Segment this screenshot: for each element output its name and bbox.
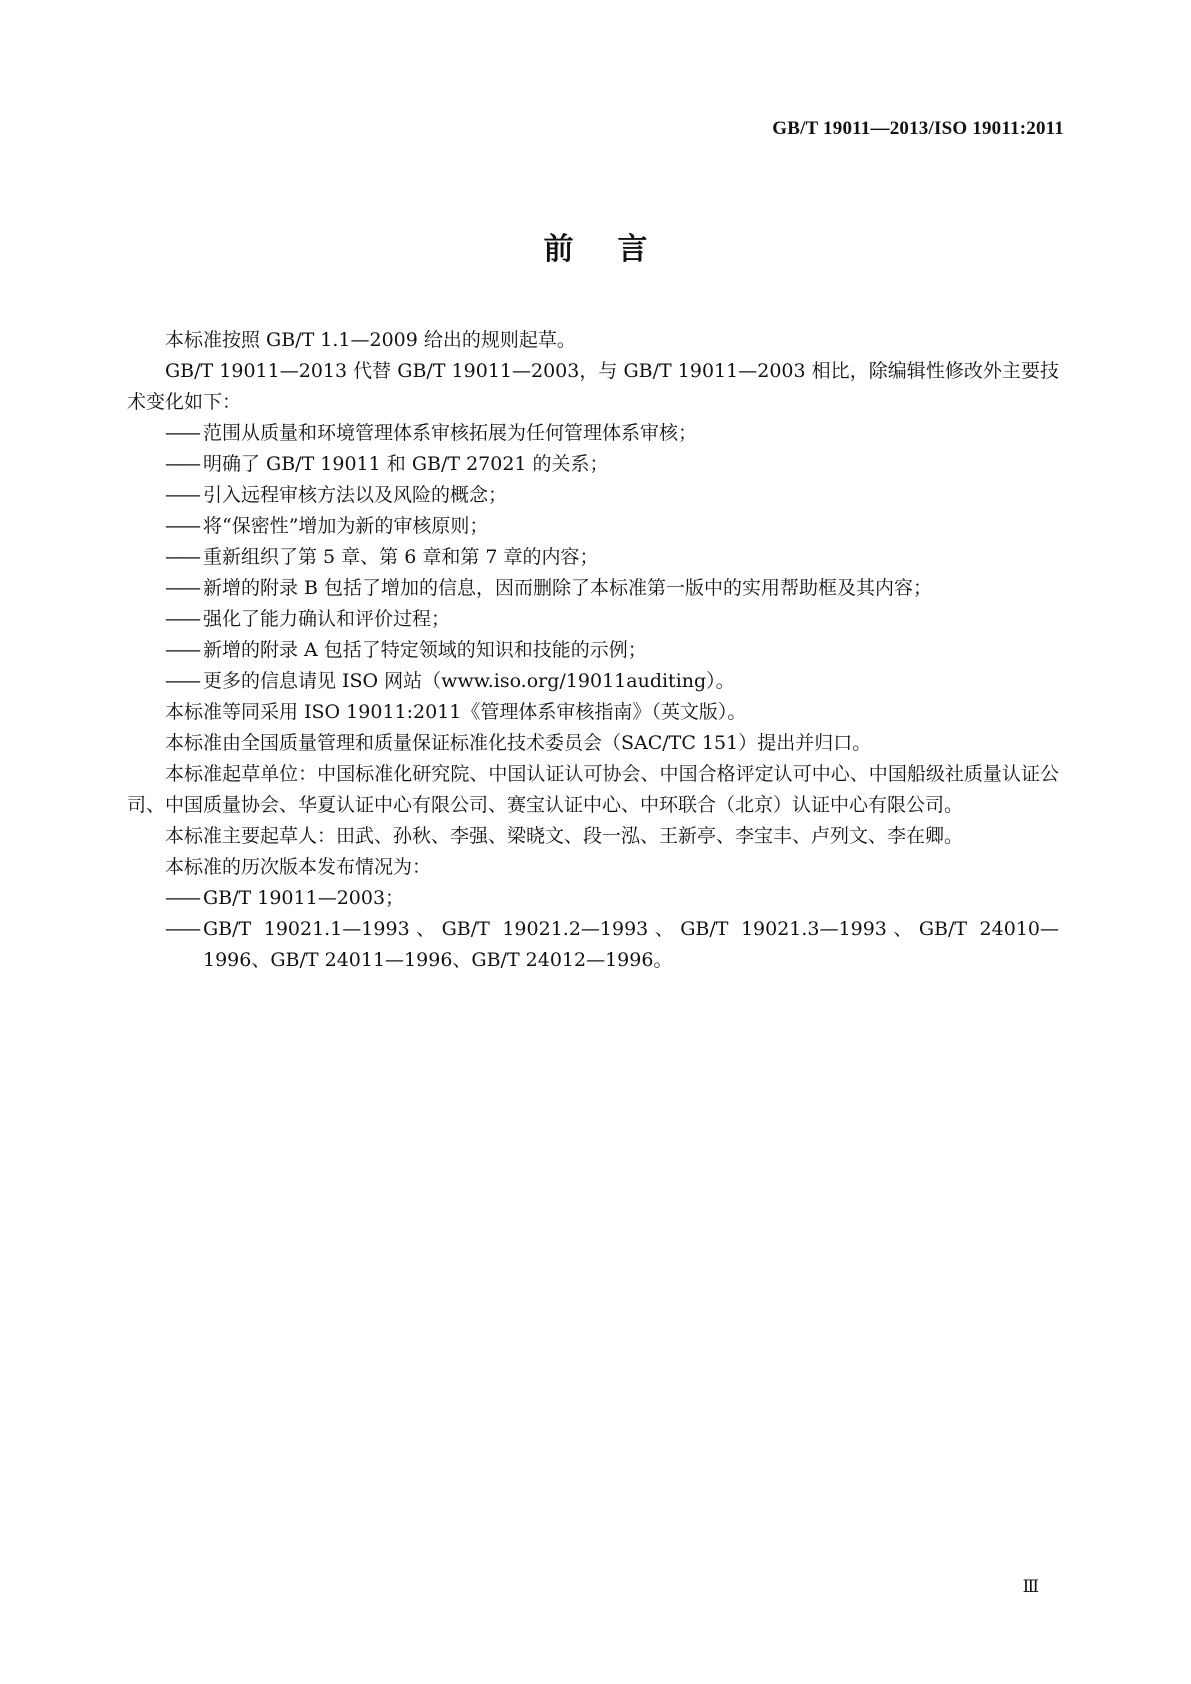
list-item-text: 新增的附录 A 包括了特定领域的知识和技能的示例； xyxy=(203,639,647,661)
dash-marker: —— xyxy=(165,608,199,630)
dash-marker: —— xyxy=(165,453,199,475)
list-item xyxy=(127,480,1059,511)
dash-marker: —— xyxy=(165,887,199,909)
list-item xyxy=(127,418,1059,449)
dash-marker: —— xyxy=(165,918,199,940)
changes-list xyxy=(127,418,1059,697)
list-item xyxy=(127,635,1059,666)
dash-marker: —— xyxy=(165,577,199,599)
list-item-text: 新增的附录 B 包括了增加的信息，因而删除了本标准第一版中的实用帮助框及其内容； xyxy=(203,577,933,599)
list-item-text: GB/T 19021.1—1993、GB/T 19021.2—1993、GB/T 19021.3—1993、GB/T 24010—1996、GB/T 24011—1996、GB/T 24012—1996。 xyxy=(203,918,1059,971)
paragraph-drafters: 本标准主要起草人：田武、孙秋、李强、梁晓文、段一泓、王新亭、李宝丰、卢列文、李在卿。 xyxy=(165,825,964,847)
paragraph-committee: 本标准由全国质量管理和质量保证标准化技术委员会（SAC/TC 151）提出并归口。 xyxy=(165,732,872,754)
list-item xyxy=(127,666,1059,697)
standard-code-header: GB/T 19011—2013/ISO 19011:2011 xyxy=(772,118,1064,139)
paragraph-drafting-rules: 本标准按照 GB/T 1.1—2009 给出的规则起草。 xyxy=(165,329,576,351)
paragraph-equivalence: 本标准等同采用 ISO 19011:2011《管理体系审核指南》（英文版）。 xyxy=(165,701,747,723)
list-item-text: 范围从质量和环境管理体系审核拓展为任何管理体系审核； xyxy=(203,422,698,444)
page-number: Ⅲ xyxy=(1022,1577,1039,1596)
history-list xyxy=(127,883,1059,976)
dash-marker: —— xyxy=(165,670,199,692)
list-item xyxy=(127,914,1059,976)
list-item-text: 重新组织了第 5 章、第 6 章和第 7 章的内容； xyxy=(203,546,599,568)
paragraph-replacement: GB/T 19011—2013 代替 GB/T 19011—2003，与 GB/T 19011—2003 相比，除编辑性修改外主要技术变化如下： xyxy=(127,360,1059,413)
list-item xyxy=(127,604,1059,635)
list-item-text: 更多的信息请见 ISO 网站（www.iso.org/19011auditing）。 xyxy=(203,670,735,692)
list-item xyxy=(127,573,1059,604)
paragraph-drafting-units: 本标准起草单位：中国标准化研究院、中国认证认可协会、中国合格评定认可中心、中国船级社质量认证公司、中国质量协会、华夏认证中心有限公司、赛宝认证中心、中环联合（北京）认证中心有限公司。 xyxy=(127,763,1059,816)
list-item xyxy=(127,883,1059,914)
list-item-text: 引入远程审核方法以及风险的概念； xyxy=(203,484,508,506)
foreword-body xyxy=(127,325,1059,976)
list-item xyxy=(127,449,1059,480)
list-item xyxy=(127,511,1059,542)
page-title: 前言 xyxy=(543,232,692,267)
list-item-text: 强化了能力确认和评价过程； xyxy=(203,608,451,630)
paragraph-history-intro: 本标准的历次版本发布情况为： xyxy=(165,856,432,878)
list-item-text: GB/T 19011—2003； xyxy=(203,887,405,909)
dash-marker: —— xyxy=(165,515,199,537)
dash-marker: —— xyxy=(165,422,199,444)
dash-marker: —— xyxy=(165,546,199,568)
dash-marker: —— xyxy=(165,484,199,506)
dash-marker: —— xyxy=(165,639,199,661)
list-item-text: 明确了 GB/T 19011 和 GB/T 27021 的关系； xyxy=(203,453,609,475)
list-item xyxy=(127,542,1059,573)
list-item-text: 将“保密性”增加为新的审核原则； xyxy=(203,515,489,537)
